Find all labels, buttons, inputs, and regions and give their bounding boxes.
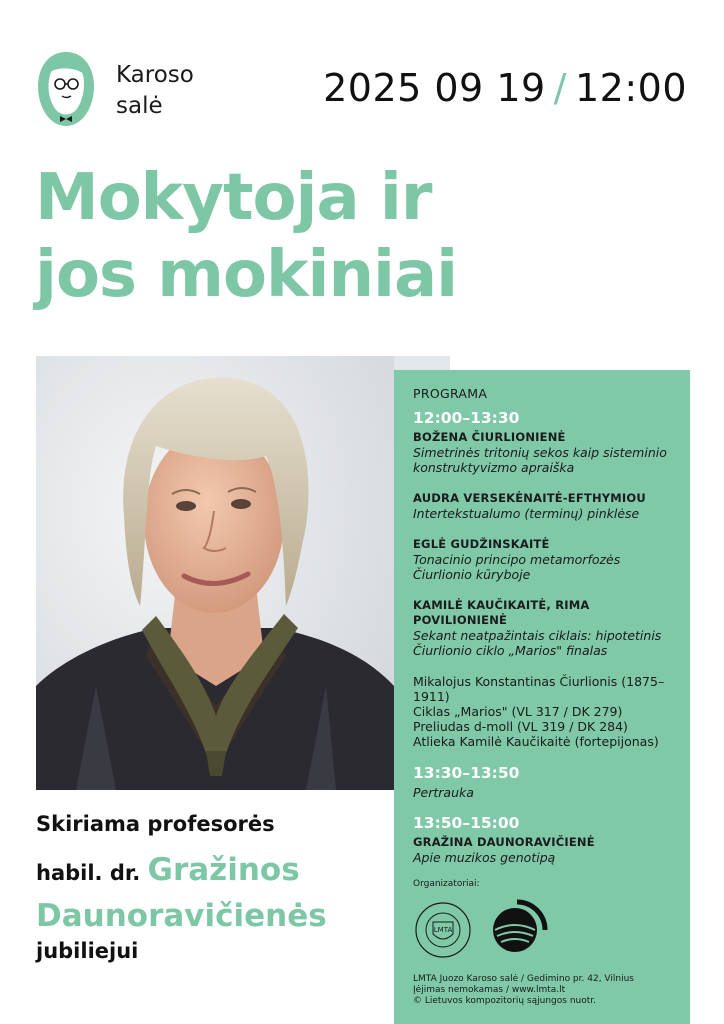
music-line: Ciklas „Marios" (VL 317 / DK 279)	[413, 704, 623, 719]
music-line: Mikalojus Konstantinas Čiurlionis (1875–1911)	[413, 674, 665, 704]
venue-line2: salė	[116, 93, 163, 119]
program-item	[413, 430, 681, 475]
date-time-separator: /	[553, 66, 567, 110]
talk-title: Sekant neatpažintais ciklais: hipotetinis Čiurlionio ciklo „Marios" finalas	[413, 628, 662, 658]
karoso-logo-icon	[36, 50, 96, 128]
honoree-last-name: Daunoravičienės	[36, 898, 327, 934]
final-talk: Apie muzikos genotipą	[413, 850, 556, 865]
event-title	[35, 160, 457, 314]
talk-title: Tonacinio principo metamorfozės Čiurlionio kūryboje	[413, 552, 621, 582]
organizer-logos	[413, 898, 681, 962]
dedication-line2	[36, 848, 376, 895]
program-label: PROGRAMA	[413, 386, 488, 401]
footer-line: © Lietuvos kompozitorių sąjungos nuotr.	[413, 996, 596, 1006]
program-item	[413, 537, 681, 582]
lks-logo-icon	[487, 898, 549, 960]
break-time: 13:30–13:50	[413, 764, 520, 782]
professor-portrait	[36, 356, 394, 790]
session3-time: 13:50–15:00	[413, 814, 520, 832]
program-panel	[394, 370, 690, 1024]
footer-line: Įėjimas nemokamas / www.lmta.lt	[413, 985, 566, 995]
break-label: Pertrauka	[413, 785, 474, 800]
final-speaker: GRAŽINA DAUNORAVIČIENĖ	[413, 835, 595, 849]
title-line1: Mokytoja ir	[35, 161, 432, 235]
speaker-name: AUDRA VERSEKĖNAITĖ-EFTHYMIOU	[413, 491, 646, 505]
venue-name	[116, 60, 194, 122]
lmta-logo-icon	[413, 900, 473, 960]
music-line: Atlieka Kamilė Kaučikaitė (fortepijonas)	[413, 734, 659, 749]
title-line2: jos mokiniai	[35, 238, 458, 312]
honoree-first-name: Gražinos	[147, 852, 300, 888]
talk-title: Simetrinės tritonių sekos kaip sisteminio konstruktyvizmo apraiška	[413, 445, 667, 475]
dedication-line4: jubiliejui	[36, 939, 139, 963]
lmta-logo-text: LMTA	[433, 926, 453, 934]
program-item	[413, 598, 681, 658]
speaker-name: KAMILĖ KAUČIKAITĖ, RIMA POVILIONIENĖ	[413, 598, 590, 627]
session1-time: 12:00–13:30	[413, 409, 520, 427]
music-performance	[413, 674, 681, 749]
footer-line: LMTA Juozo Karoso salė / Gedimino pr. 42, Vilnius	[413, 974, 634, 984]
photo-edge	[394, 356, 450, 370]
dedication-text	[36, 810, 376, 965]
talk-title: Intertekstualumo (terminų) pinklėse	[413, 506, 640, 521]
event-datetime	[323, 64, 687, 112]
footer-info	[413, 974, 681, 1007]
event-time: 12:00	[574, 66, 687, 110]
dedication-line1: Skiriama profesorės	[36, 812, 275, 836]
speaker-name: EGLĖ GUDŽINSKAITĖ	[413, 537, 550, 551]
organizers-label: Organizatoriai:	[413, 879, 480, 889]
venue-line1: Karoso	[116, 62, 194, 88]
music-line: Preliudas d-moll (VL 319 / DK 284)	[413, 719, 628, 734]
program-item	[413, 491, 681, 521]
speaker-name: BOŽENA ČIURLIONIENĖ	[413, 430, 566, 444]
event-date: 2025 09 19	[323, 66, 546, 110]
dedication-prefix: habil. dr.	[36, 861, 141, 885]
